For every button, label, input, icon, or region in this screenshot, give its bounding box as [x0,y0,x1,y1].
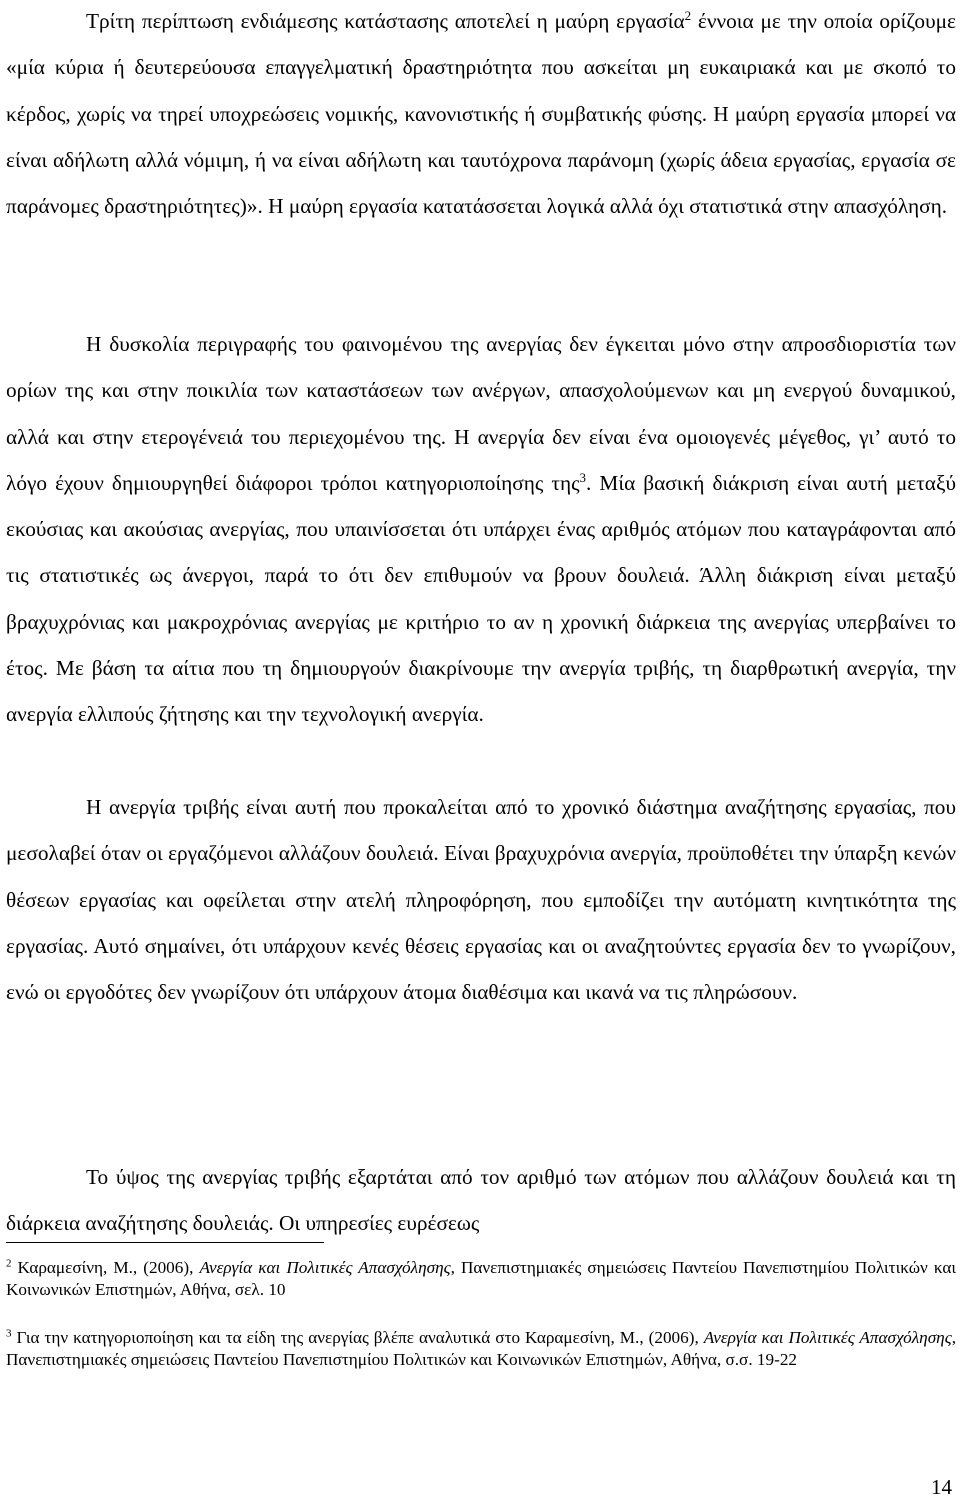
footnote-separator [6,1242,324,1243]
footnote-ref-2[interactable]: 2 [684,7,692,23]
book-title: Ανεργία και Πολιτικές Απασχόλησης [703,1328,952,1347]
footnote-2: $^2$ Καραμεσίνη, Μ., (2006), Ανεργία και Πολιτικές Απασχόλησης, Πανεπιστημιακές σημειώσεις Παντείου Πανεπιστημίου Πολιτικών και Κοινωνικών Επιστημών, Αθήνα, σελ. 10 [6,1257,956,1299]
paragraph-frictional-level: Το ύψος της ανεργίας τριβής εξαρτάται από τον αριθμό των ατόμων που αλλάζουν δουλειά και τη διάρκεια αναζήτησης δουλειάς. Οι υπηρεσίες ευρέσεως [6,1165,956,1236]
footnote-number: 2 [6,1257,12,1270]
footnote-number: 3 [6,1327,12,1340]
paragraph-black-labour: Τρίτη περίπτωση ενδιάμεσης κατάστασης αποτελεί η μαύρη εργασία$^2$ έννοια με την οποία ορίζουμε «μία κύρια ή δευτερεύουσα επαγγελματική δραστηριότητα που ασκείται μη ευκαιριακά και με σκοπό το κέρδος, χωρίς να τηρεί υποχρεώσεις νομικής, κανονιστικής ή συμβατικής φύσης. Η μαύρη εργασία μπορεί να είναι αδήλωτη αλλά νόμιμη, ή να είναι αδήλωτη και ταυτόχρονα παράνομη (χωρίς άδεια εργασίας, εργασία σε παράνομες δραστηριότητες)». Η μαύρη εργασία κατατάσσεται λογικά αλλά όχι στατιστικά στην απασχόληση. [6,7,956,219]
paragraph-unemployment-categories: Η δυσκολία περιγραφής του φαινομένου της ανεργίας δεν έγκειται μόνο στην απροσδιοριστία των ορίων της και στην ποικιλία των καταστάσεων των ανέργων, απασχολούμενων και μη ενεργού δυναμικού, αλλά και στην ετερογένειά του περιεχομένου της. Η ανεργία δεν είναι ένα ομοιογενές μέγεθος, γι’ αυτό το λόγο έχουν δημιουργηθεί διάφοροι τρόποι κατηγοριοποίησης της$^3$. Μία βασική διάκριση είναι αυτή μεταξύ εκούσιας και ακούσιας ανεργίας, που υπαινίσσεται ότι υπάρχει ένας αριθμός ατόμων που καταγράφονται από τις στατιστικές ως άνεργοι, παρά το ότι δεν επιθυμούν να βρουν δουλειά. Άλλη διάκριση είναι μεταξύ βραχυχρόνιας και μακροχρόνιας ανεργίας με κριτήριο το αν η χρονική διάρκεια της ανεργίας υπερβαίνει το έτος. Με βάση τα αίτια που τη δημιουργούν διακρίνουμε την ανεργία τριβής, τη διαρθρωτική ανεργία, την ανεργία ελλιπούς ζήτησης και την τεχνολογική ανεργία. [6,332,956,727]
book-title: Ανεργία και Πολιτικές Απασχόλησης [199,1258,451,1277]
footnote-ref-3[interactable]: 3 [579,469,587,485]
footnote-3: $^3$ Για την κατηγοριοποίηση και τα είδη της ανεργίας βλέπε αναλυτικά στο Καραμεσίνη, Μ., (2006), Ανεργία και Πολιτικές Απασχόλησης, Πανεπιστημιακές σημειώσεις Παντείου Πανεπιστημίου Πολιτικών και Κοινωνικών Επιστημών, Αθήνα, σ.σ. 19-22 [6,1327,956,1369]
page-number: 14 [931,1475,952,1499]
paragraph-frictional-unemployment: Η ανεργία τριβής είναι αυτή που προκαλείται από το χρονικό διάστημα αναζήτησης εργασίας, που μεσολαβεί όταν οι εργαζόμενοι αλλάζουν δουλειά. Είναι βραχυχρόνια ανεργία, προϋποθέτει την ύπαρξη κενών θέσεων εργασίας και οφείλεται στην ατελή πληροφόρηση, που εμποδίζει την αυτόματη κινητικότητα της εργασίας. Αυτό σημαίνει, ότι υπάρχουν κενές θέσεις εργασίας και οι αναζητούντες εργασία δεν το γνωρίζουν, ενώ οι εργοδότες δεν γνωρίζουν ότι υπάρχουν άτομα διαθέσιμα και ικανά να τις πληρώσουν. [6,795,956,1005]
